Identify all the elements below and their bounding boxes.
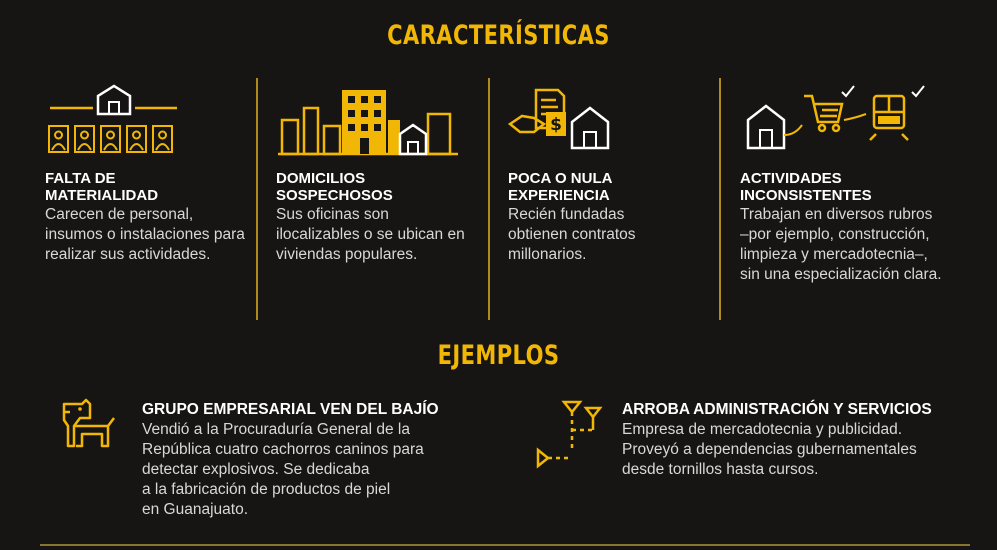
bottom-divider bbox=[40, 544, 970, 546]
characteristics-heading: CARACTERÍSTICAS bbox=[387, 20, 610, 51]
feature-inconsistent-activities bbox=[740, 80, 960, 285]
example-title: ARROBA ADMINISTRACIÓN Y SERVICIOS bbox=[622, 401, 932, 418]
dog-icon bbox=[60, 398, 128, 456]
feature-description: Trabajan en diversos rubros –por ejemplo, construcción, limpieza y mercadotecnia–, sin una especialización clara. bbox=[740, 206, 942, 283]
feature-description: Sus oficinas son ilocalizables o se ubican en viviendas populares. bbox=[276, 206, 465, 263]
contract-money-house-icon bbox=[508, 80, 728, 170]
example-arroba-administracion bbox=[622, 400, 932, 480]
feature-description: Recién fundadas obtienen contratos millonarios. bbox=[508, 206, 636, 263]
house-with-workers-icon bbox=[45, 80, 265, 170]
feature-title: FALTA DE MATERIALIDAD bbox=[45, 170, 159, 204]
example-grupo-empresarial bbox=[142, 400, 439, 520]
house-cart-train-icon bbox=[740, 80, 960, 170]
buildings-icon bbox=[276, 80, 496, 170]
example-description: Vendió a la Procuraduría General de la República cuatro cachorros caninos para detectar explosivos. Se dedicaba a la fabricación de productos de piel en Guanajuato. bbox=[142, 421, 424, 518]
svg-text:$: $ bbox=[550, 115, 562, 135]
example-description: Empresa de mercadotecnia y publicidad. Proveyó a dependencias gubernamentales desde tornillos hasta cursos. bbox=[622, 421, 917, 478]
feature-materiality bbox=[45, 80, 265, 265]
feature-title: POCA O NULA EXPERIENCIA bbox=[508, 170, 613, 204]
feature-title: ACTIVIDADES INCONSISTENTES bbox=[740, 170, 872, 204]
feature-title: DOMICILIOS SOSPECHOSOS bbox=[276, 170, 393, 204]
divider bbox=[488, 78, 490, 320]
examples-heading: EJEMPLOS bbox=[437, 340, 560, 371]
divider bbox=[719, 78, 721, 320]
divider bbox=[256, 78, 258, 320]
feature-suspicious-addresses bbox=[276, 80, 496, 265]
feature-little-experience bbox=[508, 80, 728, 265]
megaphone-antenna-icon bbox=[534, 398, 614, 470]
example-title: GRUPO EMPRESARIAL VEN DEL BAJÍO bbox=[142, 401, 439, 418]
feature-description: Carecen de personal, insumos o instalaciones para realizar sus actividades. bbox=[45, 206, 245, 263]
